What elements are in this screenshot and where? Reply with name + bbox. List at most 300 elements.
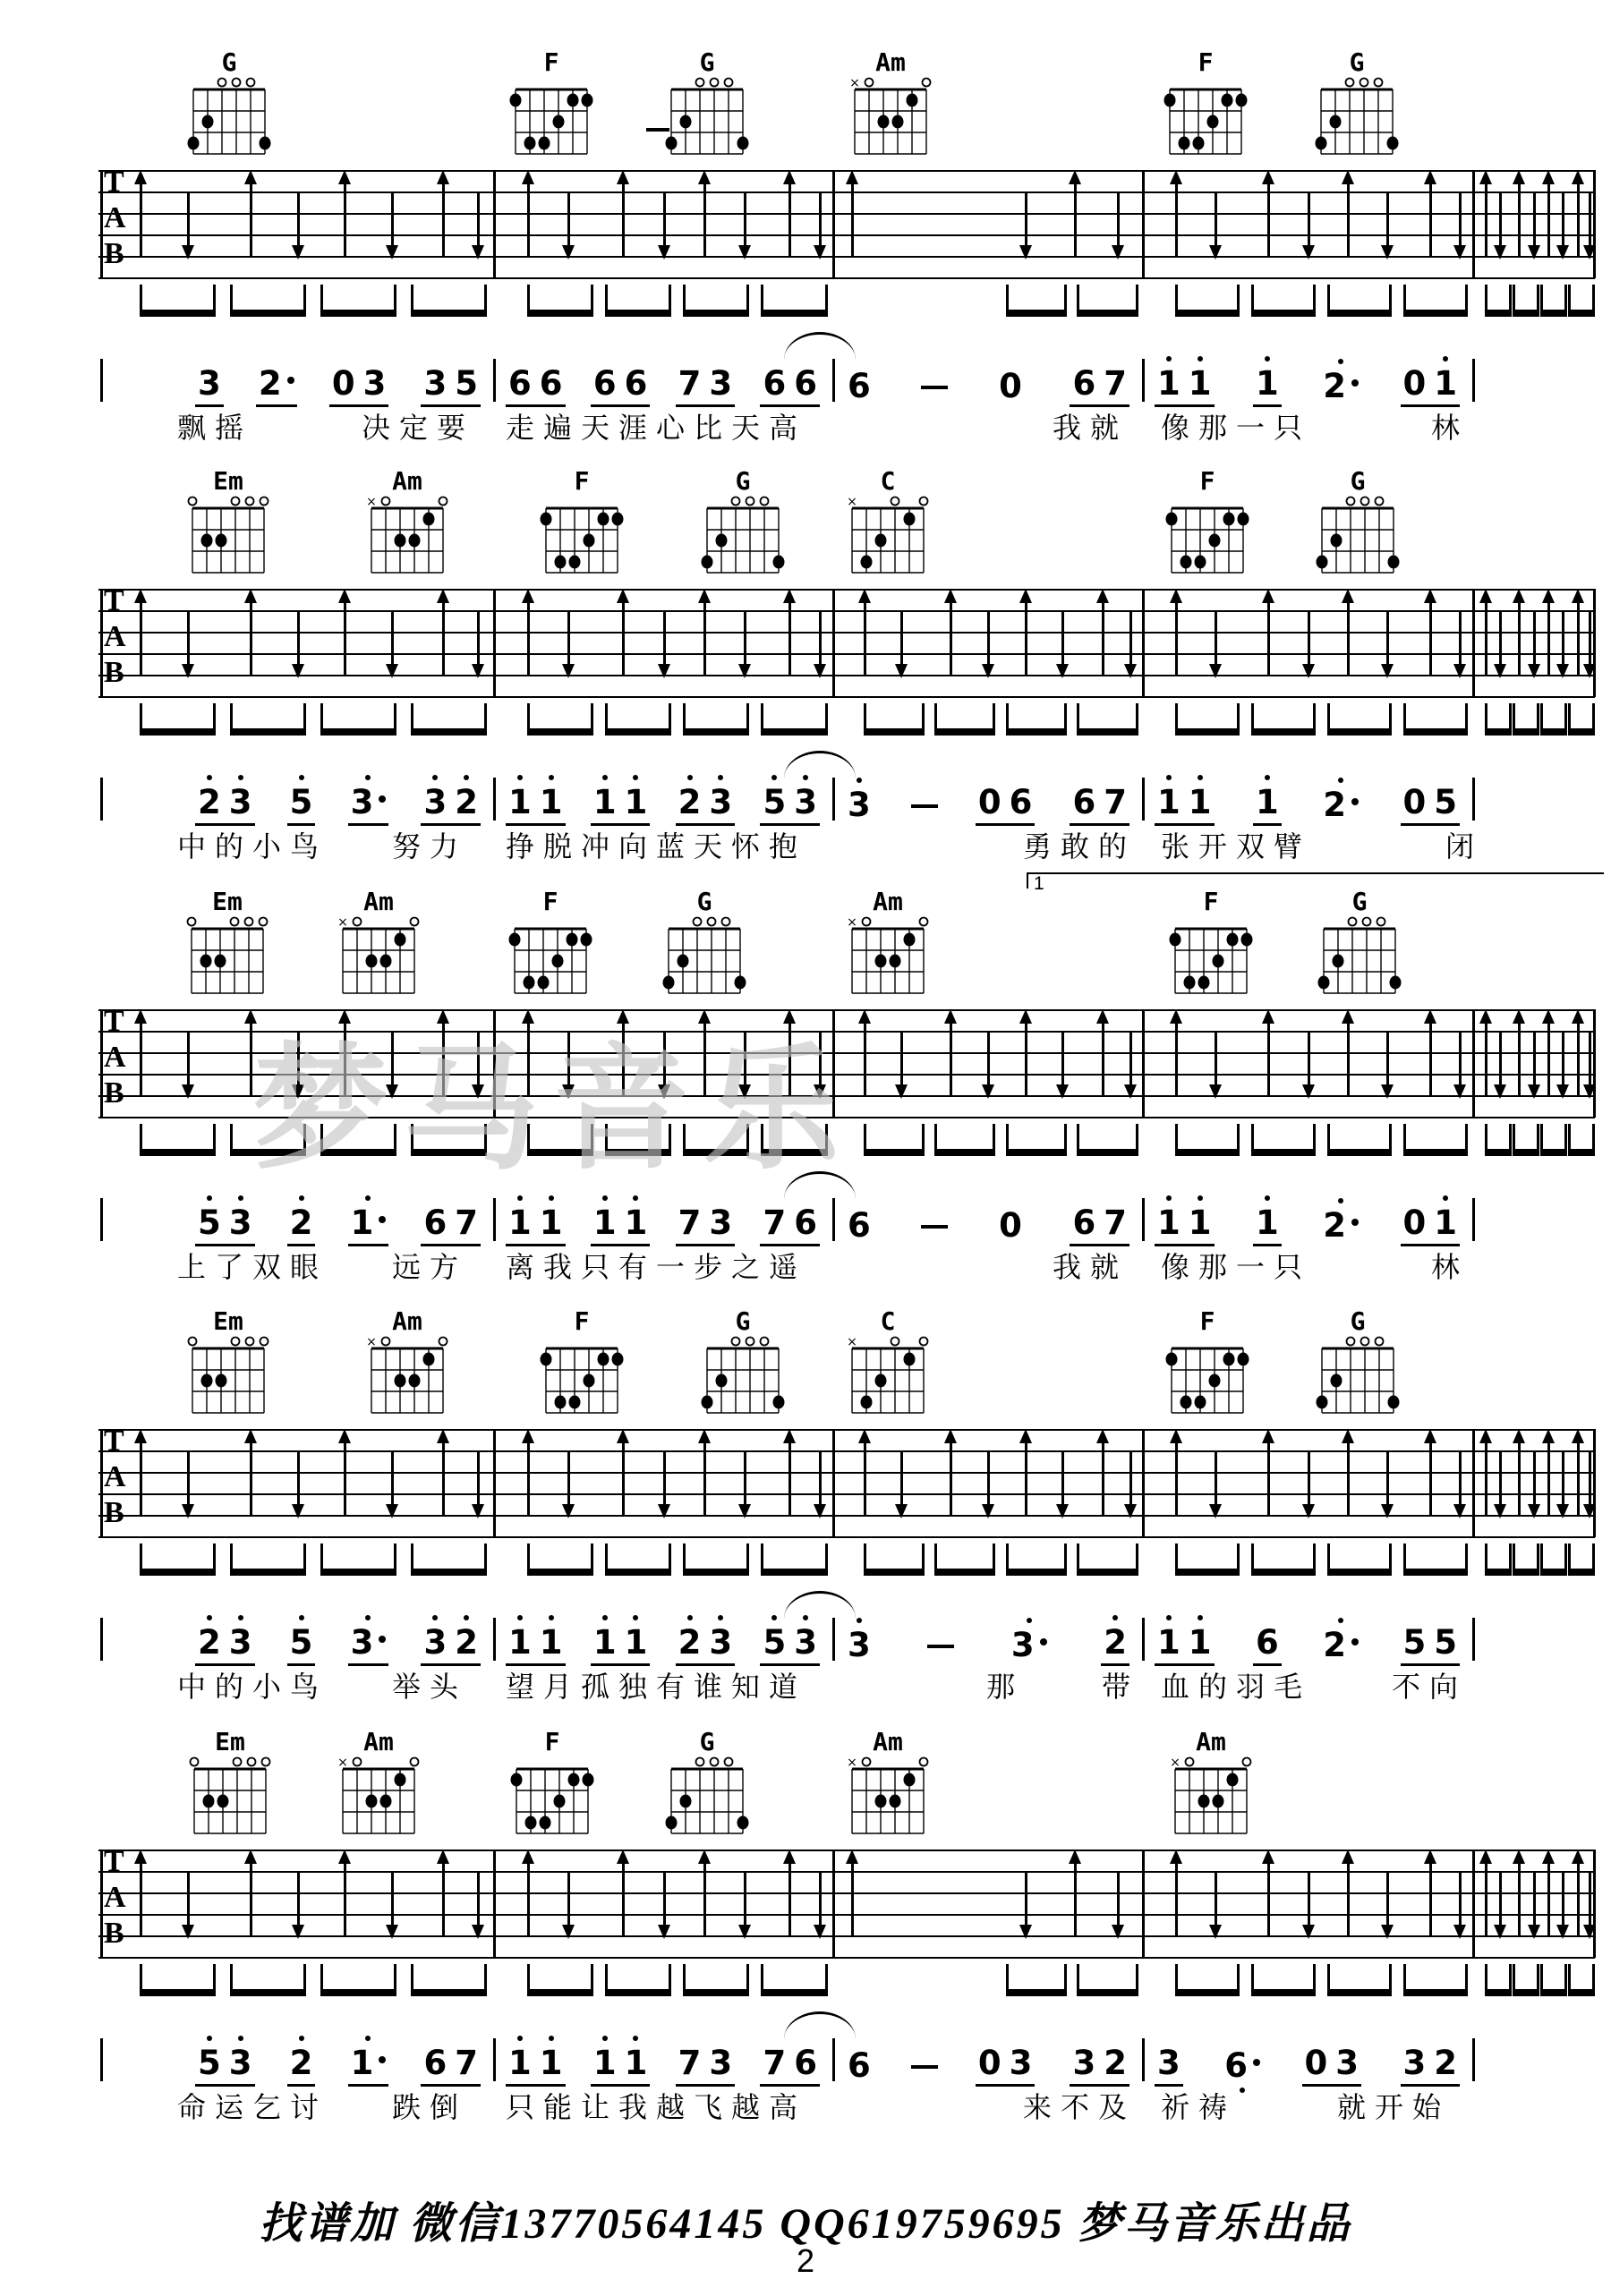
- chord-name: F: [544, 1727, 560, 1756]
- strum-up-arrow: [1025, 1022, 1027, 1095]
- chord-diagram: [186, 49, 272, 162]
- jianpu-note: [1104, 364, 1127, 403]
- note-digit: 7: [1104, 1203, 1127, 1242]
- strum-down-arrow: [1499, 193, 1502, 247]
- chord-grid: [1317, 915, 1402, 998]
- note-digit: 3: [794, 1623, 817, 1662]
- jianpu-note: [455, 364, 478, 403]
- strum-up-arrow: [1577, 1441, 1580, 1515]
- octave-dot-above: [857, 778, 862, 783]
- chord-grid-wrap: [186, 76, 272, 162]
- strum-down-arrow: [1533, 1033, 1536, 1086]
- staff-barline: [832, 1009, 835, 1118]
- jianpu-note: [1256, 783, 1279, 821]
- octave-dot-above: [1338, 1198, 1343, 1203]
- chord-grid-wrap: [509, 1756, 595, 1841]
- octave-dot-above: [1166, 1615, 1172, 1620]
- note-digit: 3: [1010, 1626, 1035, 1664]
- strum-down-arrow: [1215, 1873, 1217, 1926]
- strum-up-arrow: [1485, 183, 1487, 256]
- strum-up-arrow: [1577, 601, 1580, 675]
- note-group: [976, 2046, 1036, 2087]
- jianpu-note: [1323, 367, 1359, 405]
- jianpu-note: [508, 783, 532, 821]
- strum-up-arrow: [140, 1441, 142, 1515]
- chord-grid-wrap: [507, 915, 593, 1001]
- staff-line: [98, 1429, 1595, 1431]
- jianpu-note: [1104, 1623, 1127, 1662]
- octave-dot-above: [207, 775, 212, 780]
- rhythm-beam: [1327, 703, 1392, 736]
- strum-down-arrow: [744, 1452, 746, 1506]
- melody-barline: [1472, 778, 1475, 821]
- sustain-dash: [911, 2065, 938, 2069]
- lyric-segment: 命运乞讨: [177, 2091, 328, 2123]
- melody-measure: [845, 2040, 1129, 2087]
- note-group: [348, 1623, 389, 1666]
- jianpu-note: [794, 2044, 817, 2082]
- jianpu-note: [999, 367, 1022, 405]
- jianpu-note: [1434, 364, 1457, 403]
- note-digit: 6: [848, 367, 871, 405]
- note-group: [421, 2046, 481, 2087]
- note-group: [195, 1623, 255, 1666]
- jianpu-note: [508, 364, 532, 403]
- chord-grid: [184, 915, 270, 998]
- page-number: 2: [796, 2242, 815, 2279]
- strum-up-arrow: [1025, 601, 1027, 675]
- jianpu-note: [423, 1623, 448, 1662]
- jianpu-note: [1072, 783, 1096, 821]
- jianpu-note: [592, 783, 617, 821]
- note-digit: 5: [198, 1203, 221, 1242]
- svg-text:×: ×: [847, 495, 857, 509]
- note-digit: 1: [1256, 783, 1279, 821]
- octave-dot-above: [549, 1195, 554, 1201]
- chord-grid: [664, 1756, 750, 1838]
- melody-barline: [1472, 359, 1475, 402]
- note-group: [908, 804, 941, 826]
- note-group: [996, 1206, 1025, 1246]
- strum-up-arrow: [788, 183, 791, 256]
- staff-line: [98, 256, 1595, 258]
- lyric-segment: 离我只有一步之遥: [506, 1251, 807, 1283]
- note-digit: 1: [508, 1623, 532, 1662]
- strum-down-arrow: [663, 1033, 666, 1086]
- melody-barline: [100, 2038, 103, 2081]
- strum-down-arrow: [1386, 1033, 1389, 1086]
- lyric-segment: 决定要: [362, 412, 475, 444]
- jianpu-note: [289, 1623, 313, 1662]
- note-group: [1155, 2046, 1183, 2087]
- strum-up-arrow: [1074, 183, 1077, 256]
- strum-up-arrow: [1102, 1022, 1104, 1095]
- rhythm-beam: [1327, 1964, 1392, 1996]
- octave-dot-above: [517, 1195, 523, 1201]
- staff-barline: [493, 589, 496, 697]
- note-digit: 5: [198, 2044, 221, 2082]
- staff-barline: [1472, 170, 1475, 278]
- rhythm-beam: [1327, 1543, 1392, 1576]
- jianpu-note: [228, 783, 252, 821]
- note-digit: 1: [1157, 364, 1181, 403]
- chord-name: F: [574, 466, 590, 496]
- note-digit: 3: [1157, 2044, 1181, 2082]
- rhythm-beam: [1175, 1543, 1240, 1576]
- strum-up-arrow: [1175, 601, 1178, 675]
- note-group: [1222, 2046, 1263, 2087]
- jianpu-note: [709, 1203, 733, 1242]
- staff-line: [98, 653, 1595, 655]
- strum-down-arrow: [391, 193, 394, 247]
- sustain-dash-staff: [646, 1991, 669, 1994]
- staff-line: [98, 1935, 1595, 1937]
- octave-dot-above: [602, 1195, 608, 1201]
- jianpu-note: [539, 1623, 563, 1662]
- jianpu-note: [763, 364, 787, 403]
- note-group: [845, 367, 874, 407]
- staff-line: [98, 1957, 1595, 1959]
- chord-grid-wrap: [539, 495, 625, 581]
- chord-diagram: [848, 49, 933, 162]
- jianpu-note: [678, 364, 702, 403]
- strum-up-arrow: [1175, 183, 1178, 256]
- chord-grid: [664, 76, 750, 158]
- staff-line: [98, 696, 1595, 698]
- note-group: [1253, 1623, 1282, 1666]
- chord-diagram: [508, 49, 594, 162]
- chord-grid-wrap: [364, 1335, 450, 1421]
- note-digit: 6: [1072, 783, 1096, 821]
- strum-up-arrow: [703, 1862, 706, 1935]
- note-group: [287, 2046, 316, 2087]
- chord-name: F: [542, 887, 558, 916]
- strum-down-arrow: [567, 193, 570, 247]
- jianpu-note: [1402, 2044, 1427, 2082]
- note-digit: 1: [624, 2044, 648, 2082]
- rhythm-beam: [1251, 1964, 1316, 1996]
- strum-up-arrow: [1347, 1441, 1350, 1515]
- staff-line: [98, 1095, 1595, 1097]
- strum-up-arrow: [527, 1862, 530, 1935]
- strum-up-arrow: [1175, 1022, 1178, 1095]
- strum-up-arrow: [442, 1022, 445, 1095]
- staff-barline: [1142, 589, 1145, 697]
- strum-up-arrow: [703, 601, 706, 675]
- note-group: [1401, 1203, 1461, 1246]
- strum-down-arrow: [1308, 1452, 1310, 1506]
- rhythm-beam: [1175, 703, 1240, 736]
- chord-grid-wrap: [1164, 495, 1250, 581]
- tab-letter: A: [104, 1041, 126, 1074]
- strum-down-arrow: [1215, 193, 1217, 247]
- staff-line: [98, 1472, 1595, 1474]
- augmentation-dot: [1351, 798, 1359, 805]
- strum-down-arrow: [1589, 1033, 1591, 1086]
- jianpu-note: [763, 2044, 787, 2082]
- octave-dot-above: [238, 1195, 243, 1201]
- svg-text:×: ×: [366, 1335, 377, 1349]
- svg-text:×: ×: [847, 915, 857, 930]
- jianpu-note: [763, 783, 787, 821]
- jianpu-note: [999, 1206, 1022, 1245]
- note-digit: 3: [709, 364, 733, 403]
- strum-up-arrow: [1547, 601, 1550, 675]
- chord-name: G: [1350, 1306, 1366, 1336]
- chord-grid: [336, 1756, 422, 1838]
- note-digit: 0: [1402, 783, 1427, 821]
- strum-down-arrow: [1533, 1873, 1536, 1926]
- staff-line: [98, 1450, 1595, 1452]
- strum-up-arrow: [442, 1862, 445, 1935]
- note-digit: 1: [539, 1623, 563, 1662]
- lyric-segment: 祈祷: [1161, 2091, 1237, 2123]
- strum-up-arrow: [344, 183, 346, 256]
- rhythm-beam: [683, 1124, 749, 1156]
- chord-grid: [186, 76, 272, 158]
- note-digit: 3: [228, 2044, 252, 2082]
- note-group: [676, 364, 736, 407]
- chord-grid-wrap: [185, 1335, 271, 1421]
- strum-up-arrow: [1102, 601, 1104, 675]
- staff-barline: [1142, 170, 1145, 278]
- strum-down-arrow: [391, 1873, 394, 1926]
- strum-down-arrow: [1308, 612, 1310, 666]
- strum-up-arrow: [1102, 1441, 1104, 1515]
- chord-grid-wrap: [700, 495, 786, 581]
- note-digit: 7: [678, 1203, 702, 1242]
- volta-number: 1: [1034, 873, 1044, 894]
- strum-down-arrow: [1499, 1033, 1502, 1086]
- tab-letter: T: [104, 584, 124, 617]
- jianpu-note: [1009, 2044, 1033, 2082]
- lyric-segment: 张开双臂: [1161, 830, 1312, 863]
- note-digit: 2: [1104, 2044, 1127, 2082]
- note-group: [591, 1203, 651, 1246]
- chord-grid-wrap: [336, 1756, 422, 1841]
- note-digit: 1: [1157, 783, 1181, 821]
- jianpu-note: [289, 2044, 313, 2082]
- octave-dot-above: [517, 2036, 523, 2041]
- strum-down-arrow: [1459, 1452, 1462, 1506]
- rhythm-beam: [683, 285, 749, 317]
- note-digit: 5: [455, 364, 478, 403]
- chord-diagram: [1164, 1308, 1250, 1421]
- strum-up-arrow: [1547, 1862, 1550, 1935]
- strum-up-arrow: [1577, 1862, 1580, 1935]
- strum-down-arrow: [187, 193, 190, 247]
- octave-dot-above: [207, 1195, 212, 1201]
- octave-dot-above: [365, 775, 371, 780]
- chord-grid-wrap: [187, 1756, 273, 1841]
- staff-barline: [1472, 589, 1475, 697]
- note-digit: 6: [624, 364, 648, 403]
- strum-up-arrow: [1518, 1862, 1521, 1935]
- note-digit: 2: [678, 1623, 702, 1662]
- jianpu-note: [678, 1203, 702, 1242]
- note-digit: 5: [763, 1623, 787, 1662]
- strum-up-arrow: [527, 1022, 530, 1095]
- strum-down-arrow: [1499, 1873, 1502, 1926]
- note-digit: 6: [794, 2044, 817, 2082]
- note-digit: 1: [350, 2044, 374, 2082]
- note-group: [256, 364, 297, 407]
- chord-grid-wrap: [845, 1335, 931, 1421]
- jianpu-note: [455, 1203, 478, 1242]
- lyric-segment: 那: [986, 1671, 1025, 1703]
- strum-up-arrow: [788, 1441, 791, 1515]
- jianpu-note: [1402, 364, 1427, 403]
- strum-down-arrow: [297, 612, 300, 666]
- strum-down-arrow: [1061, 612, 1064, 666]
- rhythm-beam: [411, 703, 487, 736]
- strum-down-arrow: [819, 1033, 822, 1086]
- lyric-segment: 挣脱冲向蓝天怀抱: [506, 830, 807, 863]
- octave-dot-above: [299, 1195, 304, 1201]
- rhythm-beam: [934, 703, 995, 736]
- strum-up-arrow: [622, 1862, 625, 1935]
- rhythm-beam: [1513, 285, 1539, 317]
- jianpu-note: [350, 783, 387, 821]
- strum-down-arrow: [1459, 1033, 1462, 1086]
- note-group: [195, 364, 224, 407]
- note-digit: 0: [977, 2044, 1002, 2082]
- strum-down-arrow: [297, 1033, 300, 1086]
- note-digit: 1: [624, 1203, 648, 1242]
- jianpu-note: [423, 1203, 448, 1242]
- chord-grid-wrap: [661, 915, 747, 1001]
- strum-up-arrow: [1429, 1022, 1432, 1095]
- tab-staff: [98, 1845, 1595, 1957]
- strum-up-arrow: [1485, 1022, 1487, 1095]
- note-group: [760, 1203, 820, 1246]
- jianpu-note: [1304, 2044, 1328, 2082]
- rhythm-beam: [320, 1124, 396, 1156]
- strum-up-arrow: [1577, 183, 1580, 256]
- note-digit: 1: [1188, 1623, 1212, 1662]
- jianpu-note: [1188, 364, 1212, 403]
- jianpu-note: [1434, 1623, 1457, 1662]
- chord-diagram: [185, 468, 271, 581]
- rhythm-beam: [1513, 703, 1539, 736]
- rhythm-beam: [1077, 1964, 1138, 1996]
- strum-down-arrow: [987, 1452, 990, 1506]
- chord-diagram: [364, 1308, 450, 1421]
- jianpu-note: [678, 2044, 702, 2082]
- chord-diagram: [1168, 889, 1254, 1001]
- strum-down-arrow: [663, 1452, 666, 1506]
- chord-name: F: [1199, 1306, 1215, 1336]
- chord-name: G: [696, 887, 712, 916]
- chord-grid-wrap: [1168, 1756, 1254, 1841]
- strum-down-arrow: [187, 1873, 190, 1926]
- strum-up-arrow: [864, 1441, 866, 1515]
- rhythm-beam: [605, 1124, 671, 1156]
- staff-barline: [100, 170, 103, 278]
- lyric-segment: 来不及: [1023, 2091, 1137, 2123]
- strum-up-arrow: [1175, 1441, 1178, 1515]
- tab-letter: T: [104, 1005, 124, 1038]
- note-digit: 5: [1402, 1623, 1427, 1662]
- octave-dot-above: [633, 1195, 638, 1201]
- strum-up-arrow: [1485, 1441, 1487, 1515]
- strum-down-arrow: [1562, 612, 1564, 666]
- rhythm-beam: [1077, 1543, 1138, 1576]
- jianpu-note: [1188, 1623, 1212, 1662]
- octave-dot-above: [464, 775, 469, 780]
- lyric-segment: 中的小鸟: [177, 830, 328, 863]
- note-group: [591, 1623, 651, 1666]
- melody-barline: [1142, 2038, 1145, 2081]
- chord-grid: [700, 1335, 786, 1417]
- strum-down-arrow: [819, 1873, 822, 1926]
- jianpu-note: [1188, 1203, 1212, 1242]
- rhythm-beam: [411, 1124, 487, 1156]
- rhythm-beam: [1485, 703, 1512, 736]
- note-group: [506, 364, 566, 407]
- chord-diagram: [664, 1729, 750, 1841]
- octave-dot-above: [1443, 1195, 1448, 1201]
- rhythm-beam: [1006, 703, 1067, 736]
- jianpu-note: [624, 1203, 648, 1242]
- rhythm-beam: [1403, 703, 1468, 736]
- staff-barline: [100, 1850, 103, 1958]
- chord-name: Am: [363, 887, 394, 916]
- note-group: [760, 2046, 820, 2087]
- lyric-segment: 举头: [392, 1671, 468, 1703]
- strum-down-arrow: [987, 612, 990, 666]
- rhythm-beam: [1077, 285, 1138, 317]
- tab-staff: [98, 584, 1595, 696]
- chord-diagram: [845, 1308, 931, 1421]
- note-group: [1253, 783, 1282, 826]
- rhythm-beam: [1568, 1124, 1595, 1156]
- melody-measure: [506, 1200, 820, 1246]
- strum-down-arrow: [1129, 1452, 1132, 1506]
- strum-up-arrow: [140, 1862, 142, 1935]
- note-group: [845, 1206, 874, 1246]
- jianpu-note: [539, 364, 563, 403]
- chord-grid: [700, 495, 786, 577]
- jianpu-note: [1323, 786, 1359, 824]
- staff-barline: [832, 170, 835, 278]
- jianpu-note: [198, 1203, 221, 1242]
- note-group: [287, 1203, 316, 1246]
- chord-name: G: [699, 47, 715, 77]
- rhythm-beam: [140, 1543, 216, 1576]
- rhythm-beam: [320, 285, 396, 317]
- note-group: [676, 2046, 736, 2087]
- strum-down-arrow: [391, 1033, 394, 1086]
- octave-dot-above: [549, 1615, 554, 1620]
- chord-name: Em: [213, 466, 243, 496]
- note-group: [591, 364, 651, 407]
- octave-dot-above: [238, 775, 243, 780]
- note-digit: 0: [1402, 364, 1427, 403]
- note-digit: 7: [763, 2044, 787, 2082]
- note-digit: 6: [763, 364, 787, 403]
- strum-down-arrow: [477, 1873, 480, 1926]
- strum-down-arrow: [900, 1452, 903, 1506]
- strum-down-arrow: [567, 1033, 570, 1086]
- note-digit: 3: [1335, 2044, 1359, 2082]
- chord-grid: [508, 76, 594, 158]
- octave-dot-above: [1166, 1195, 1172, 1201]
- strum-down-arrow: [900, 1033, 903, 1086]
- lyric-segment: 闭: [1445, 830, 1484, 863]
- rhythm-beam: [527, 1543, 593, 1576]
- note-group: [676, 1623, 736, 1666]
